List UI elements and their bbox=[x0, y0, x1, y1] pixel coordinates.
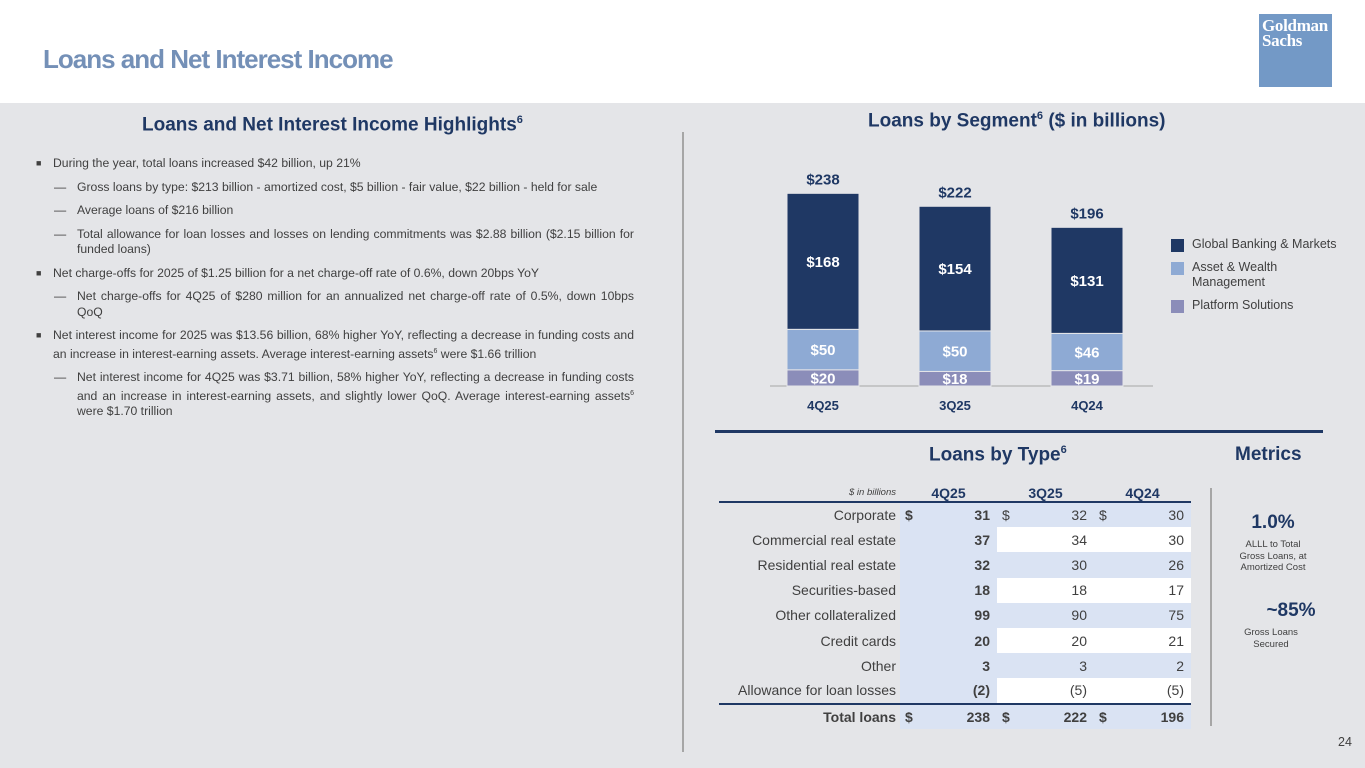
sub-bullet-1-3: — Total allowance for loan losses and losses on lending commitments was $2.88 billion ($2.15 billion for funded loans) bbox=[54, 226, 634, 256]
bullet-marker: ■ bbox=[36, 267, 42, 278]
currency-cell bbox=[1094, 578, 1110, 603]
currency-cell bbox=[900, 578, 916, 603]
value-cell: 99 bbox=[916, 603, 997, 628]
loans-by-segment-chart bbox=[760, 160, 1160, 420]
table-row bbox=[719, 527, 1191, 552]
highlights-list bbox=[36, 156, 634, 428]
metric-secured-label: Gross Loans Secured bbox=[1244, 627, 1298, 650]
value-cell: 18 bbox=[1013, 578, 1094, 603]
legend-swatch-gbm bbox=[1171, 239, 1184, 252]
legend-ps: Platform Solutions bbox=[1171, 298, 1337, 313]
value-cell: 31 bbox=[916, 502, 997, 527]
currency-cell bbox=[1094, 678, 1110, 703]
bar-value-label: $154 bbox=[938, 261, 972, 279]
value-cell: 196 bbox=[1110, 704, 1191, 729]
value-cell: 20 bbox=[916, 628, 997, 653]
currency-cell: $ bbox=[997, 704, 1013, 729]
value-cell: (5) bbox=[1013, 678, 1094, 703]
row-label: Corporate bbox=[833, 507, 896, 524]
currency-cell bbox=[997, 603, 1013, 628]
row-label: Credit cards bbox=[820, 632, 896, 649]
legend-swatch-awm bbox=[1171, 262, 1184, 275]
page-number: 24 bbox=[1338, 735, 1352, 749]
bar-value-label: $18 bbox=[942, 371, 968, 389]
bar-value-label: $50 bbox=[810, 342, 836, 360]
currency-cell: $ bbox=[1094, 704, 1110, 729]
table-row bbox=[719, 653, 1191, 678]
value-cell: 18 bbox=[916, 578, 997, 603]
currency-cell bbox=[997, 552, 1013, 577]
currency-cell bbox=[1094, 527, 1110, 552]
currency-cell bbox=[997, 628, 1013, 653]
row-label: Other bbox=[860, 657, 896, 674]
sub-bullet-2-1: — Net charge-offs for 4Q25 of $280 million for an annualized net charge-off rate of 0.5%, down 10bps QoQ bbox=[54, 289, 634, 319]
value-cell: 90 bbox=[1013, 603, 1094, 628]
dash-marker: — bbox=[54, 370, 67, 385]
value-cell: 238 bbox=[916, 704, 997, 729]
table-row bbox=[719, 603, 1191, 628]
chart-title: Loans by Segment$^6$ ($ in billions) bbox=[868, 110, 1166, 132]
currency-cell bbox=[997, 578, 1013, 603]
x-tick-label: 4Q24 bbox=[1071, 398, 1103, 413]
row-label: Residential real estate bbox=[757, 556, 896, 573]
currency-cell bbox=[900, 678, 916, 703]
table-row bbox=[719, 502, 1191, 527]
col-header-3q25: 3Q25 bbox=[1028, 484, 1063, 501]
bar-value-label: $46 bbox=[1074, 344, 1100, 362]
goldman-sachs-logo bbox=[1259, 14, 1332, 87]
table-row bbox=[719, 552, 1191, 577]
bullet-3: ■ Net interest income for 2025 was $13.56 billion, 68% higher YoY, reflecting a decrease in funding costs and an increase in interest-earning assets. Average interest-earning assets$^6$ were $1.66 trillion bbox=[36, 328, 634, 361]
value-cell: 34 bbox=[1013, 527, 1094, 552]
bar-total-label: $222 bbox=[938, 184, 972, 202]
dash-marker: — bbox=[54, 203, 67, 217]
currency-cell: $ bbox=[1094, 502, 1110, 527]
bar-total-label: $238 bbox=[806, 171, 840, 189]
row-label: Other collateralized bbox=[775, 607, 896, 624]
currency-cell bbox=[997, 527, 1013, 552]
legend-gbm: Global Banking & Markets bbox=[1171, 237, 1337, 252]
bar-value-label: $20 bbox=[810, 370, 836, 388]
logo-line-1: Goldman bbox=[1262, 16, 1328, 35]
currency-cell: $ bbox=[900, 502, 916, 527]
value-cell: (2) bbox=[916, 678, 997, 703]
bullet-marker: ■ bbox=[36, 330, 42, 340]
table-row bbox=[719, 678, 1191, 703]
bar-value-label: $19 bbox=[1074, 370, 1100, 388]
value-cell: 30 bbox=[1013, 552, 1094, 577]
bar-value-label: $131 bbox=[1070, 272, 1104, 290]
currency-cell bbox=[1094, 628, 1110, 653]
value-cell: 20 bbox=[1013, 628, 1094, 653]
metric-secured-value: ~85% bbox=[1266, 600, 1316, 621]
logo-line-2: Sachs bbox=[1262, 31, 1303, 50]
col-header-4q24: 4Q24 bbox=[1125, 484, 1160, 501]
table-row bbox=[719, 628, 1191, 653]
metrics-divider bbox=[1210, 488, 1212, 726]
currency-cell bbox=[900, 552, 916, 577]
page-title: Loans and Net Interest Income bbox=[43, 44, 393, 74]
currency-cell: $ bbox=[900, 704, 916, 729]
x-tick-label: 3Q25 bbox=[939, 398, 971, 413]
table-row bbox=[719, 704, 1191, 729]
value-cell: 30 bbox=[1110, 502, 1191, 527]
currency-cell bbox=[900, 527, 916, 552]
value-cell: 75 bbox=[1110, 603, 1191, 628]
loans-by-type-table bbox=[719, 484, 1191, 729]
x-tick-label: 4Q25 bbox=[807, 398, 839, 413]
currency-cell: $ bbox=[997, 502, 1013, 527]
sub-bullet-1-2: — Average loans of $216 billion bbox=[54, 203, 234, 217]
header-bar bbox=[0, 0, 1365, 103]
value-cell: 21 bbox=[1110, 628, 1191, 653]
currency-cell bbox=[997, 653, 1013, 678]
value-cell: 32 bbox=[916, 552, 997, 577]
metric-alll-value: 1.0% bbox=[1251, 512, 1295, 533]
currency-cell bbox=[1094, 603, 1110, 628]
value-cell: 3 bbox=[916, 653, 997, 678]
table-header-row bbox=[719, 484, 1191, 502]
metric-alll-label: ALLL to Total Gross Loans, at Amortized Cost bbox=[1239, 539, 1307, 573]
value-cell: 2 bbox=[1110, 653, 1191, 678]
currency-cell bbox=[997, 678, 1013, 703]
row-label: Total loans bbox=[823, 708, 896, 725]
col-header-4q25: 4Q25 bbox=[931, 484, 966, 501]
row-label: Allowance for loan losses bbox=[738, 682, 896, 699]
chart-legend bbox=[1171, 237, 1337, 321]
bullet-2: ■ Net charge-offs for 2025 of $1.25 billion for a net charge-off rate of 0.6%, down 20bps YoY bbox=[36, 265, 540, 280]
currency-cell bbox=[1094, 653, 1110, 678]
dash-marker: — bbox=[54, 289, 67, 303]
value-cell: (5) bbox=[1110, 678, 1191, 703]
value-cell: 3 bbox=[1013, 653, 1094, 678]
unit-label: $ in billions bbox=[849, 487, 896, 498]
value-cell: 37 bbox=[916, 527, 997, 552]
metrics-title: Metrics bbox=[1235, 444, 1302, 465]
value-cell: 222 bbox=[1013, 704, 1094, 729]
row-label: Commercial real estate bbox=[752, 531, 896, 548]
row-label: Securities-based bbox=[791, 582, 896, 599]
value-cell: 32 bbox=[1013, 502, 1094, 527]
currency-cell bbox=[900, 603, 916, 628]
value-cell: 17 bbox=[1110, 578, 1191, 603]
vertical-divider bbox=[682, 132, 684, 752]
currency-cell bbox=[1094, 552, 1110, 577]
value-cell: 30 bbox=[1110, 527, 1191, 552]
bullet-marker: ■ bbox=[36, 158, 42, 168]
dash-marker: — bbox=[54, 179, 67, 194]
legend-swatch-ps bbox=[1171, 300, 1184, 313]
currency-cell bbox=[900, 628, 916, 653]
value-cell: 26 bbox=[1110, 552, 1191, 577]
legend-awm: Asset & Wealth Management bbox=[1171, 260, 1311, 290]
currency-cell bbox=[900, 653, 916, 678]
loans-type-title: Loans by Type$^6$ bbox=[929, 444, 1067, 466]
bar-total-label: $196 bbox=[1070, 205, 1104, 223]
sub-bullet-1-1: — Gross loans by type: $213 billion - amortized cost, $5 billion - fair value, $22 billion - held for sale bbox=[54, 179, 598, 194]
table-row bbox=[719, 578, 1191, 603]
bullet-1: ■ During the year, total loans increased $42 billion, up 21% bbox=[36, 156, 361, 170]
section-rule bbox=[715, 430, 1323, 433]
dash-marker: — bbox=[54, 226, 67, 241]
bar-value-label: $50 bbox=[942, 343, 968, 361]
highlights-title: Loans and Net Interest Income Highlights$^6$ bbox=[142, 114, 523, 136]
sub-bullet-3-1: — Net interest income for 4Q25 was $3.71 billion, 58% higher YoY, reflecting a decrease in funding costs and an increase in interest-earning assets, and slightly lower QoQ. Average interest-earning assets$^6$ were $1.70 trillion bbox=[54, 370, 634, 419]
bar-value-label: $168 bbox=[806, 253, 840, 271]
